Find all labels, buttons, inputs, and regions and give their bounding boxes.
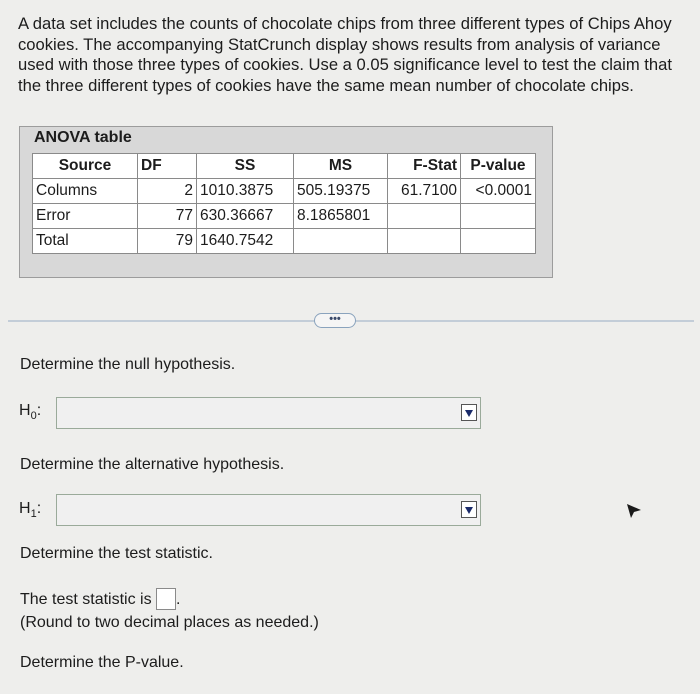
row-df: 77 bbox=[138, 204, 197, 229]
null-hypothesis-prompt: Determine the null hypothesis. bbox=[20, 356, 236, 373]
triangle-down-icon[interactable] bbox=[461, 501, 477, 518]
row-ss: 1010.3875 bbox=[197, 179, 294, 204]
table-row bbox=[33, 229, 536, 254]
row-f-stat bbox=[388, 204, 461, 229]
null-hypothesis-dropdown[interactable] bbox=[56, 397, 481, 429]
alt-hypothesis-prompt: Determine the alternative hypothesis. bbox=[20, 456, 285, 473]
row-df: 79 bbox=[138, 229, 197, 254]
test-statistic-prompt: Determine the test statistic. bbox=[20, 545, 213, 562]
header-ss: SS bbox=[197, 154, 294, 179]
header-f-stat: F-Stat bbox=[388, 154, 461, 179]
row-p-value: <0.0001 bbox=[461, 179, 536, 204]
table-row bbox=[33, 179, 536, 204]
h-colon: : bbox=[36, 500, 42, 517]
test-statistic-text: The test statistic is bbox=[20, 591, 152, 608]
h-letter: H bbox=[19, 500, 31, 517]
null-hypothesis-label bbox=[19, 402, 41, 422]
h-subscript: 0 bbox=[30, 410, 37, 423]
row-source: Columns bbox=[33, 179, 138, 204]
anova-header-row bbox=[33, 154, 536, 179]
anova-table-panel bbox=[19, 126, 553, 278]
h-subscript: 1 bbox=[30, 508, 37, 521]
test-statistic-sentence bbox=[20, 588, 181, 610]
table-row bbox=[33, 204, 536, 229]
row-source: Error bbox=[33, 204, 138, 229]
alt-hypothesis-dropdown[interactable] bbox=[56, 494, 481, 526]
h-colon: : bbox=[36, 402, 42, 419]
row-p-value bbox=[461, 229, 536, 254]
anova-table bbox=[32, 153, 536, 254]
more-button[interactable]: ••• bbox=[314, 313, 356, 328]
row-ss: 1640.7542 bbox=[197, 229, 294, 254]
rounding-hint: (Round to two decimal places as needed.) bbox=[20, 614, 319, 631]
header-df: DF bbox=[138, 154, 197, 179]
row-ms: 8.1865801 bbox=[294, 204, 388, 229]
row-ss: 630.36667 bbox=[197, 204, 294, 229]
row-df: 2 bbox=[138, 179, 197, 204]
header-source: Source bbox=[33, 154, 138, 179]
row-ms: 505.19375 bbox=[294, 179, 388, 204]
p-value-prompt: Determine the P-value. bbox=[20, 654, 184, 671]
header-p-value: P-value bbox=[461, 154, 536, 179]
alt-hypothesis-label bbox=[19, 500, 41, 520]
row-p-value bbox=[461, 204, 536, 229]
anova-table-title: ANOVA table bbox=[34, 129, 132, 146]
row-source: Total bbox=[33, 229, 138, 254]
row-ms bbox=[294, 229, 388, 254]
test-statistic-input[interactable] bbox=[156, 588, 176, 610]
header-ms: MS bbox=[294, 154, 388, 179]
row-f-stat: 61.7100 bbox=[388, 179, 461, 204]
sentence-period: . bbox=[176, 591, 181, 608]
h-letter: H bbox=[19, 402, 31, 419]
mouse-pointer-icon bbox=[625, 502, 643, 520]
row-f-stat bbox=[388, 229, 461, 254]
triangle-down-icon[interactable] bbox=[461, 404, 477, 421]
question-text: A data set includes the counts of chocolate chips from three different types of Chips Ahoy cookies. The accompanying StatCrunch display shows results from analysis of variance used with those three types of cookies. Use a 0.05 significance level to test the claim that the three different types of cookies have the same mean number of chocolate chips. bbox=[18, 14, 672, 95]
